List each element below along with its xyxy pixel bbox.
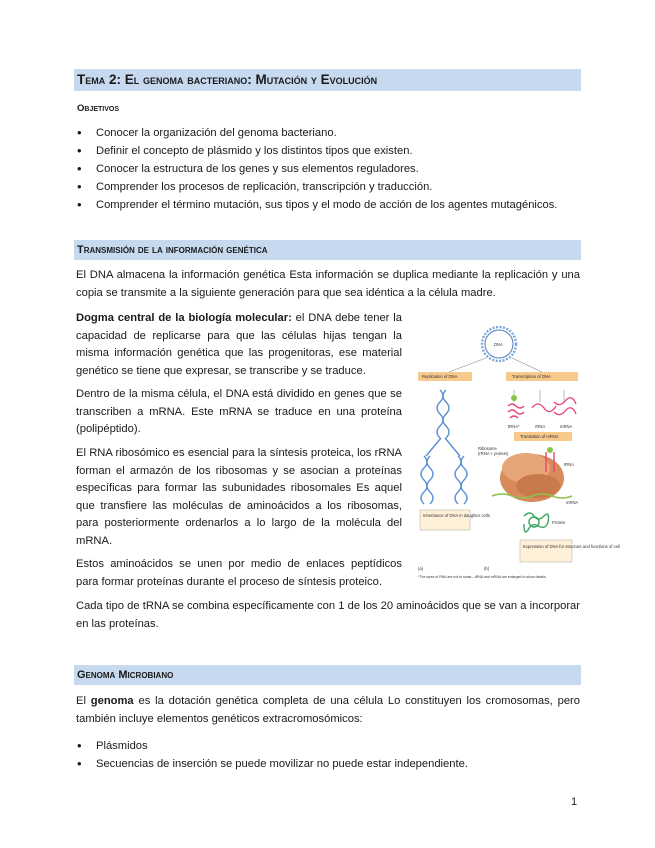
amino-paragraph: Estos aminoácidos se unen por medio de enlaces peptídicos para formar proteínas durante el proceso de síntesis proteico. <box>76 558 402 588</box>
section-heading-genoma: Genoma Microbiano <box>74 665 581 685</box>
genoma-paragraph <box>76 693 580 728</box>
list-item: • Conocer la estructura de los genes y sus elementos reguladores. <box>77 160 557 178</box>
fig-mrna-label: mRNA <box>560 424 573 429</box>
fig-ribosome-label: Ribosome <box>478 446 497 451</box>
list-item: • Secuencias de inserción se puede movilizar no puede estar independiente. <box>77 755 468 773</box>
objectives-heading: Objetivos <box>77 103 120 114</box>
page-title: Tema 2: El genoma bacteriano: Mutación y Evolución <box>74 69 581 91</box>
fig-transcription-label: Transcription of DNA <box>512 374 551 379</box>
fig-translation-label: Translation of mRNA <box>520 434 559 439</box>
fig-label-a: (a) <box>418 566 424 571</box>
genoma-list <box>77 737 468 773</box>
fig-replication-label: Replication of DNA <box>422 374 458 379</box>
objectives-list <box>77 124 557 214</box>
protein-icon <box>524 513 549 532</box>
dogma-paragraph <box>76 310 402 380</box>
list-item: • Comprender el término mutación, sus tipos y el modo de acción de los agentes mutagénicos. <box>77 196 557 214</box>
genoma-text-pre: El <box>76 695 91 707</box>
fig-ribosome-sub-label: (rRNA + protein) <box>478 451 509 456</box>
fig-footnote: *The sizes of RNA are not to scale—tRNA and mRNA are enlarged to show details. <box>418 575 547 579</box>
replicating-dna-icon <box>421 390 467 504</box>
dogma-term: Dogma central de la biología molecular: <box>76 312 292 324</box>
genoma-term: genoma <box>90 695 134 707</box>
rrna-paragraph: El RNA ribosómico es esencial para la síntesis proteica, los rRNA forman el armazón de los ribosomas y se asocian a proteínas específicas para formar las subunidades ribosomales Es aquel que transfiere las moléculas de aminoácidos a los ribosomas, para posteriormente ordenarlos a lo largo de la molécula del mRNA. <box>76 447 402 547</box>
fig-label-b: (b) <box>484 566 490 571</box>
list-item: • Definir el concepto de plásmido y los distintos tipos que existen. <box>77 142 557 160</box>
page-number: 1 <box>571 796 578 808</box>
genes-paragraph: Dentro de la misma célula, el DNA está dividido en genes que se transcriben a mRNA. Este mRNA se traduce en una proteína (polipéptido). <box>76 388 402 436</box>
fig-inheritance-label: Inheritance of DNA in daughter cells <box>423 513 490 518</box>
list-item: • Conocer la organización del genoma bacteriano. <box>77 124 557 142</box>
genoma-text-post: es la dotación genética completa de una célula Lo constituyen los cromosomas, pero también incluye elementos genéticos extracromosómicos: <box>76 695 580 725</box>
list-item: • Plásmidos <box>77 737 468 755</box>
fig-trna-label: tRNA* <box>508 424 520 429</box>
section-heading-transmision: Transmisión de la información genética <box>74 240 581 260</box>
fig-dna-label: DNA <box>494 342 503 347</box>
list-item: • Comprender los procesos de replicación, transcripción y traducción. <box>77 178 557 196</box>
central-dogma-figure <box>414 318 620 593</box>
trna-paragraph: Cada tipo de tRNA se combina específicamente con 1 de los 20 aminoácidos que se van a incorporar en las proteínas. <box>76 600 580 630</box>
dogma-text: el DNA debe tener la capacidad de replicarse para que las células hijas tengan la misma información genética que las progenitoras, ese material genético se tiene que expresar, se transcribe y se traduce. <box>76 312 402 377</box>
fig-mrna2-label: mRNA <box>566 500 579 505</box>
fig-expression-label: Expression of DNA for structure and functions of cell <box>523 544 620 549</box>
intro-paragraph: El DNA almacena la información genética Esta información se duplica mediante la replicación y una copia se transmite a la siguiente generación para que sea idéntica a la célula madre. <box>76 269 580 299</box>
rna-products-icon <box>508 390 576 418</box>
fig-trna2-label: tRNA <box>564 462 575 467</box>
fig-protein-label: Protein <box>552 520 566 525</box>
fig-rrna-label: rRNA <box>535 424 546 429</box>
